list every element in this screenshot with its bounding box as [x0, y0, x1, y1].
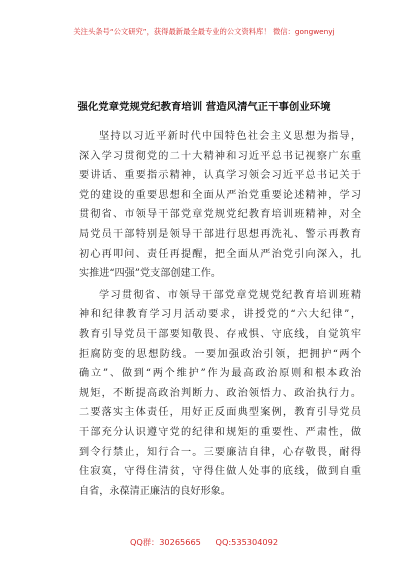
paragraph-2	[79, 286, 361, 502]
text-line: 到令行禁止，知行合一。三要廉洁自律，心存敬畏，耐得	[79, 446, 361, 458]
text-line: 初心再叩问、责任再提醒，把全面从严治党引向深入，扎	[79, 248, 361, 260]
text-line: 二要落实主体责任，用好正反面典型案例，教育引导党员	[79, 407, 361, 419]
footer-qq-number: QQ:535304092	[215, 537, 279, 547]
text-line: 规矩，不断提高政治判断力、政治领悟力、政治执行力。	[79, 387, 361, 399]
text-line: 干部充分认识遵守党的纪律和规矩的重要性、严肃性，做	[79, 426, 361, 438]
text-line: 住寂寞，守得住清贫，守得住做人处事的底线，做到自重	[79, 466, 361, 478]
text-line: 自省，永葆清正廉洁的良好形象。	[79, 485, 231, 497]
text-line: 教育引导党员干部要知敬畏、存戒惧、守底线，自觉筑牢	[79, 328, 361, 340]
document-body	[79, 127, 361, 501]
text-line: 拒腐防变的思想防线。一要加强政治引领，把拥护“两个	[79, 348, 361, 360]
footer-qq-group: QQ群：30265665	[129, 537, 201, 547]
text-line: 实推进“四强”党支部创建工作。	[79, 268, 221, 280]
text-line: 深入学习贯彻党的二十大精神和习近平总书记视察广东重	[79, 150, 361, 162]
text-line: 贯彻省、市领导干部党章党规党纪教育培训班精神，对全	[79, 209, 361, 221]
document-title: 强化党章党规党纪教育培训 营造风清气正干事创业环境	[77, 101, 331, 113]
text-line: 确立”、做到“两个维护”作为最高政治原则和根本政治	[79, 368, 361, 380]
text-line: 党的建设的重要思想和全面从严治党重要论述精神，学习	[79, 189, 361, 201]
text-line: 要讲话、重要指示精神，认真学习领会习近平总书记关于	[79, 170, 361, 182]
text-line: 学习贯彻省、市领导干部党章党规党纪教育培训班精	[99, 289, 361, 301]
text-line: 神和纪律教育学习月活动要求，讲授党的“六大纪律”，	[79, 309, 361, 321]
text-line: 局党员干部特别是领导干部进行思想再洗礼、警示再教育	[79, 228, 361, 240]
header-promo-note: 关注头条号“公文研究”，获得最新最全最专业的公文资料库！ 微信：gongwenyj	[73, 27, 335, 36]
paragraph-1	[79, 127, 361, 284]
text-line: 坚持以习近平新时代中国特色社会主义思想为指导，	[99, 131, 361, 142]
footer-contact	[0, 537, 408, 548]
